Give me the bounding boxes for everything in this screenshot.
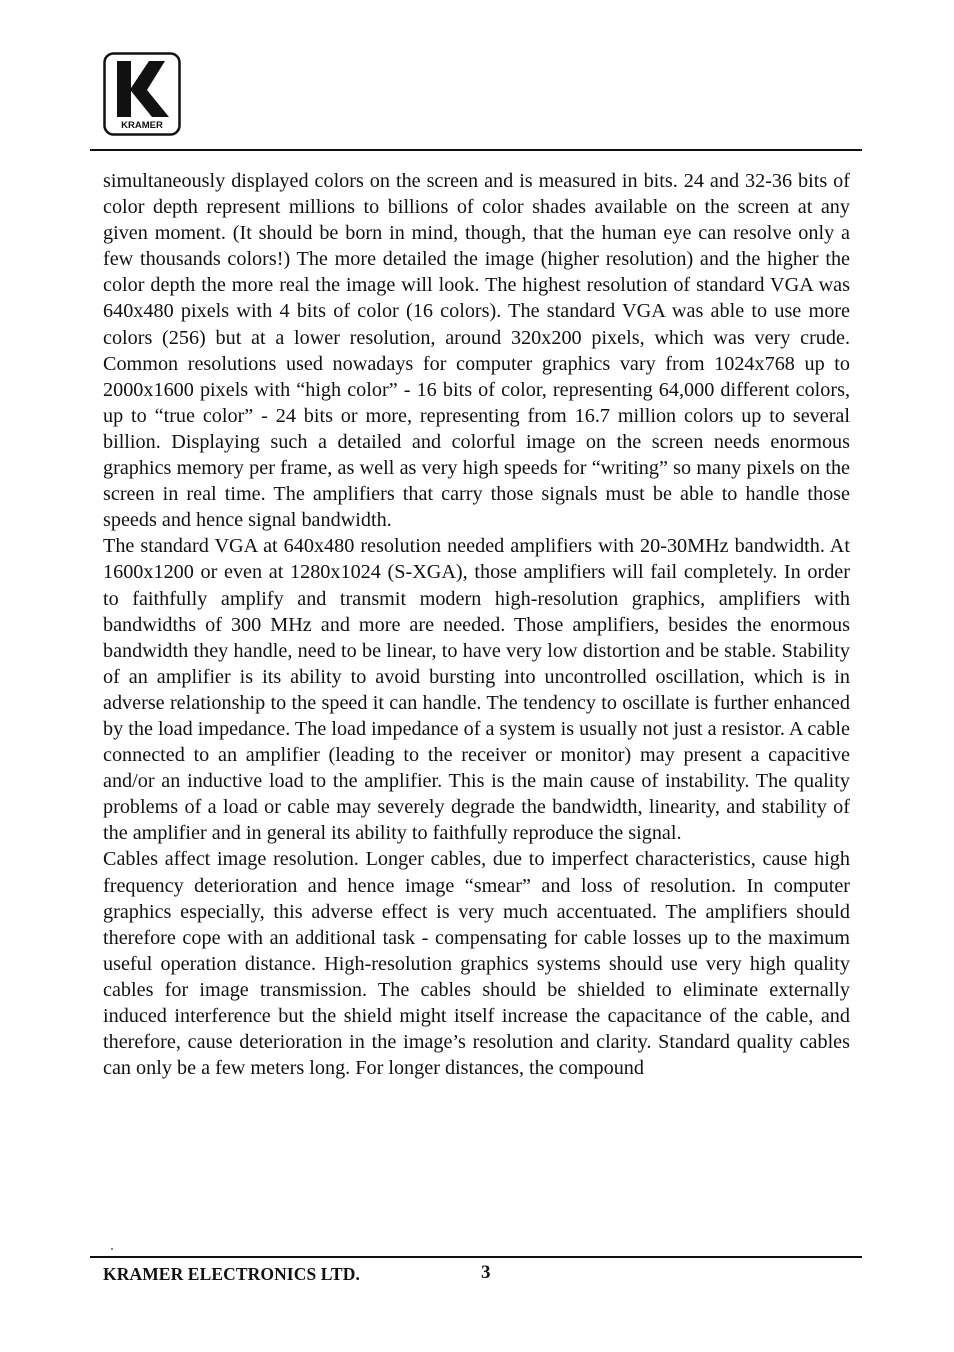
footer-mark — [111, 1248, 113, 1250]
paragraph-2: The standard VGA at 640x480 resolution needed amplifiers with 20-30MHz bandwidth. At 1600x1200 or even at 1280x1024 (S-XGA), those amplifiers will fail completely. In order to faithfully amplify and transmit modern high-resolution graphics, amplifiers with bandwidths of 300 MHz and more are needed. Those amplifiers, besides the enormous bandwidth they handle, need to be linear, to have very low distortion and be stable. Stability of an amplifier is its ability to avoid bursting into uncontrolled oscillation, which is in adverse relationship to the speed it can handle. The tendency to oscillate is further enhanced by the load impedance. The load impedance of a system is usually not just a resistor. A cable connected to an amplifier (leading to the receiver or monitor) may present a capacitive and/or an inductive load to the amplifier. This is the main cause of instability. The quality problems of a load or cable may severely degrade the bandwidth, linearity, and stability of the amplifier and in general its ability to faithfully reproduce the signal. — [103, 535, 850, 845]
page-number: 3 — [481, 1262, 491, 1283]
footer-rule — [90, 1256, 862, 1258]
kramer-logo — [103, 52, 181, 136]
paragraph-3: Cables affect image resolution. Longer cables, due to imperfect characteristics, cause high frequency deterioration and hence image “smear” and loss of resolution. In computer graphics especially, this adverse effect is very much accentuated. The amplifiers should therefore cope with an additional task - compensating for cable losses up to the maximum useful operation distance. High-resolution graphics systems should use very high quality cables for image transmission. The cables should be shielded to eliminate externally induced interference but the shield might itself increase the capacitance of the cable, and therefore, cause deterioration in the image’s resolution and clarity. Standard quality cables can only be a few meters long. For longer distances, the compound — [103, 848, 850, 1080]
header-rule — [90, 149, 862, 151]
logo-text: KRAMER — [121, 120, 163, 131]
body-text — [103, 168, 850, 1081]
kramer-logo-icon — [103, 52, 181, 136]
footer-company-name: KRAMER ELECTRONICS LTD. — [103, 1264, 360, 1284]
paragraph-1: simultaneously displayed colors on the screen and is measured in bits. 24 and 32-36 bits of color depth represent millions to billions of color shades available on the screen at any given moment. (It should be born in mind, though, that the human eye can resolve only a few thousands colors!) The more detailed the image (higher resolution) and the higher the color depth the more real the image will look. The highest resolution of standard VGA was 640x480 pixels with 4 bits of color (16 colors). The standard VGA was able to use more colors (256) but at a lower resolution, around 320x200 pixels, which was very crude. Common resolutions used nowadays for computer graphics vary from 1024x768 up to 2000x1600 pixels with “high color” - 16 bits of color, representing 64,000 different colors, up to “true color” - 24 bits or more, representing from 16.7 million colors up to several billion. Displaying such a detailed and colorful image on the screen needs enormous graphics memory per frame, as well as very high speeds for “writing” so many pixels on the screen in real time. The amplifiers that carry those signals must be able to handle those speeds and hence signal bandwidth. — [103, 170, 850, 532]
